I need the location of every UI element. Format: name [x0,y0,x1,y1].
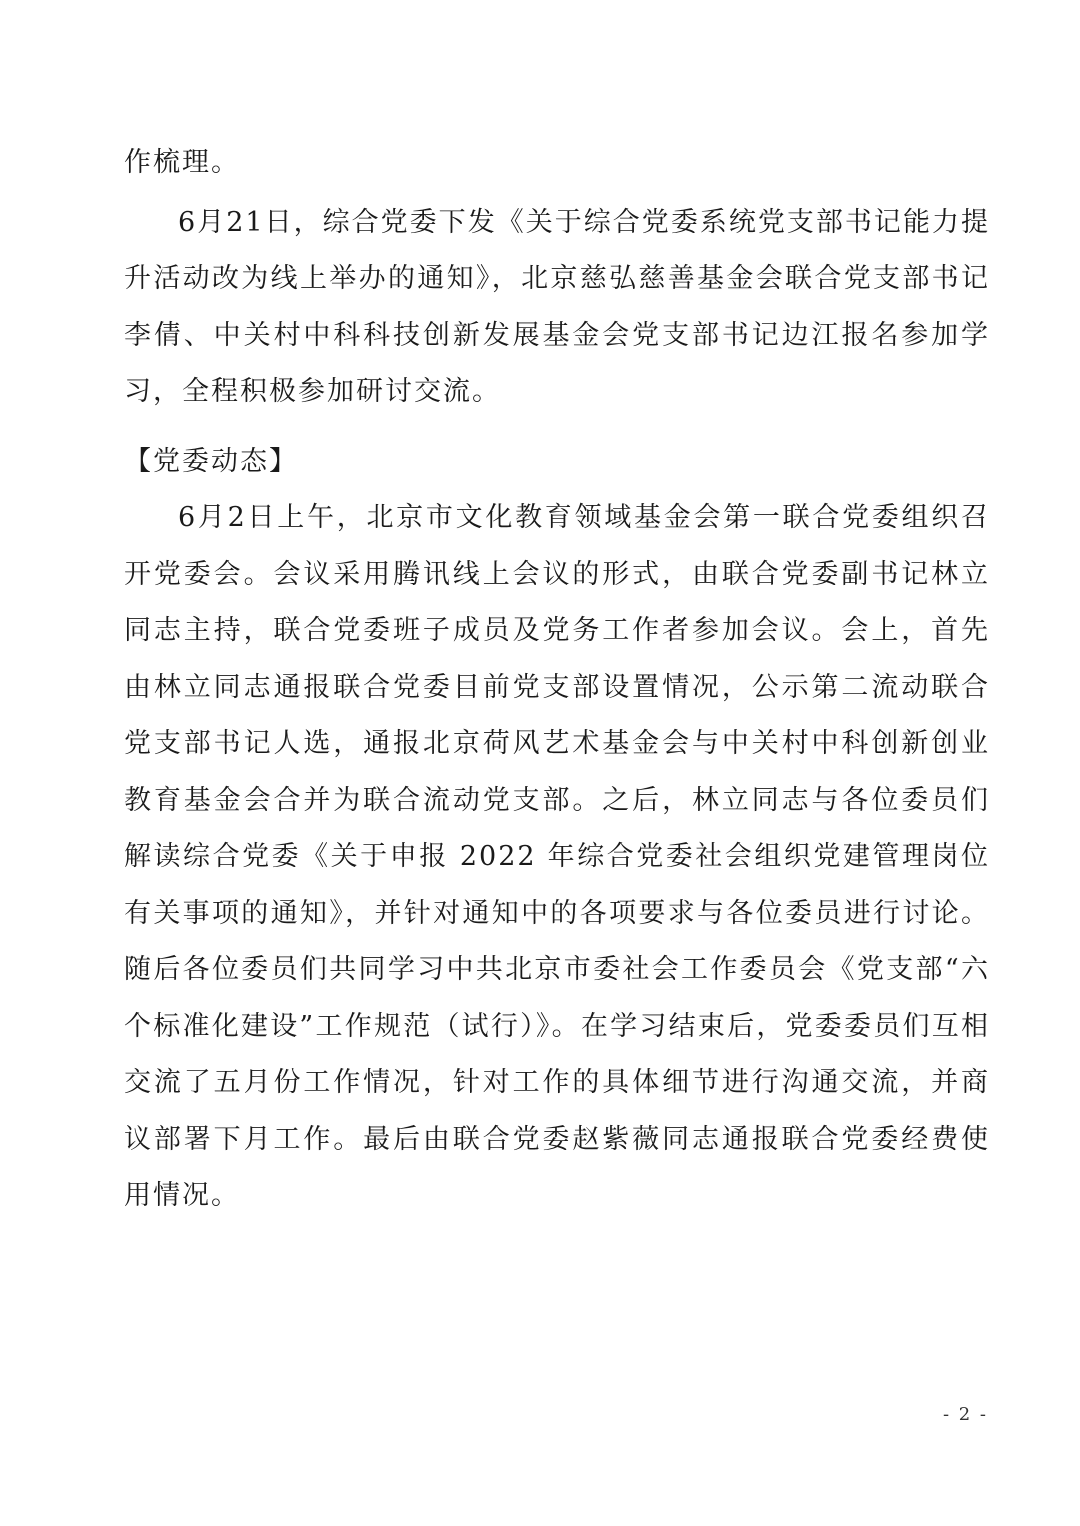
page-number: - 2 - [942,1404,988,1425]
paragraph-committee-meeting: 6月2日上午，北京市文化教育领域基金会第一联合党委组织召开党委会。会议采用腾讯线上会议的形式，由联合党委副书记林立同志主持，联合党委班子成员及党务工作者参加会议。会上，首先由林立同志通报联合党委目前党支部设置情况，公示第二流动联合党支部书记人选，通报北京荷风艺术基金会与中关村中科创新创业教育基金会合并为联合流动党支部。之后，林立同志与各位委员们解读综合党委《关于申报 2022 年综合党委社会组织党建管理岗位有关事项的通知》，并针对通知中的各项要求与各位委员进行讨论。随后各位委员们共同学习中共北京市委社会工作委员会《党支部“六个标准化建设”工作规范（试行）》。在学习结束后，党委委员们互相交流了五月份工作情况，针对工作的具体细节进行沟通交流，并商议部署下月工作。最后由联合党委赵紫薇同志通报联合党委经费使用情况。 [124,502,990,1211]
paragraph-continuation: 作梳理。 [124,147,240,178]
paragraph-training-notice: 6月21日，综合党委下发《关于综合党委系统党支部书记能力提升活动改为线上举办的通知》，北京慈弘慈善基金会联合党支部书记李倩、中关村中科科技创新发展基金会党支部书记边江报名参加学习，全程积极参加研讨交流。 [124,206,990,407]
document-body [124,135,990,1225]
section-heading-party-committee-news: 【党委动态】 [124,445,298,477]
